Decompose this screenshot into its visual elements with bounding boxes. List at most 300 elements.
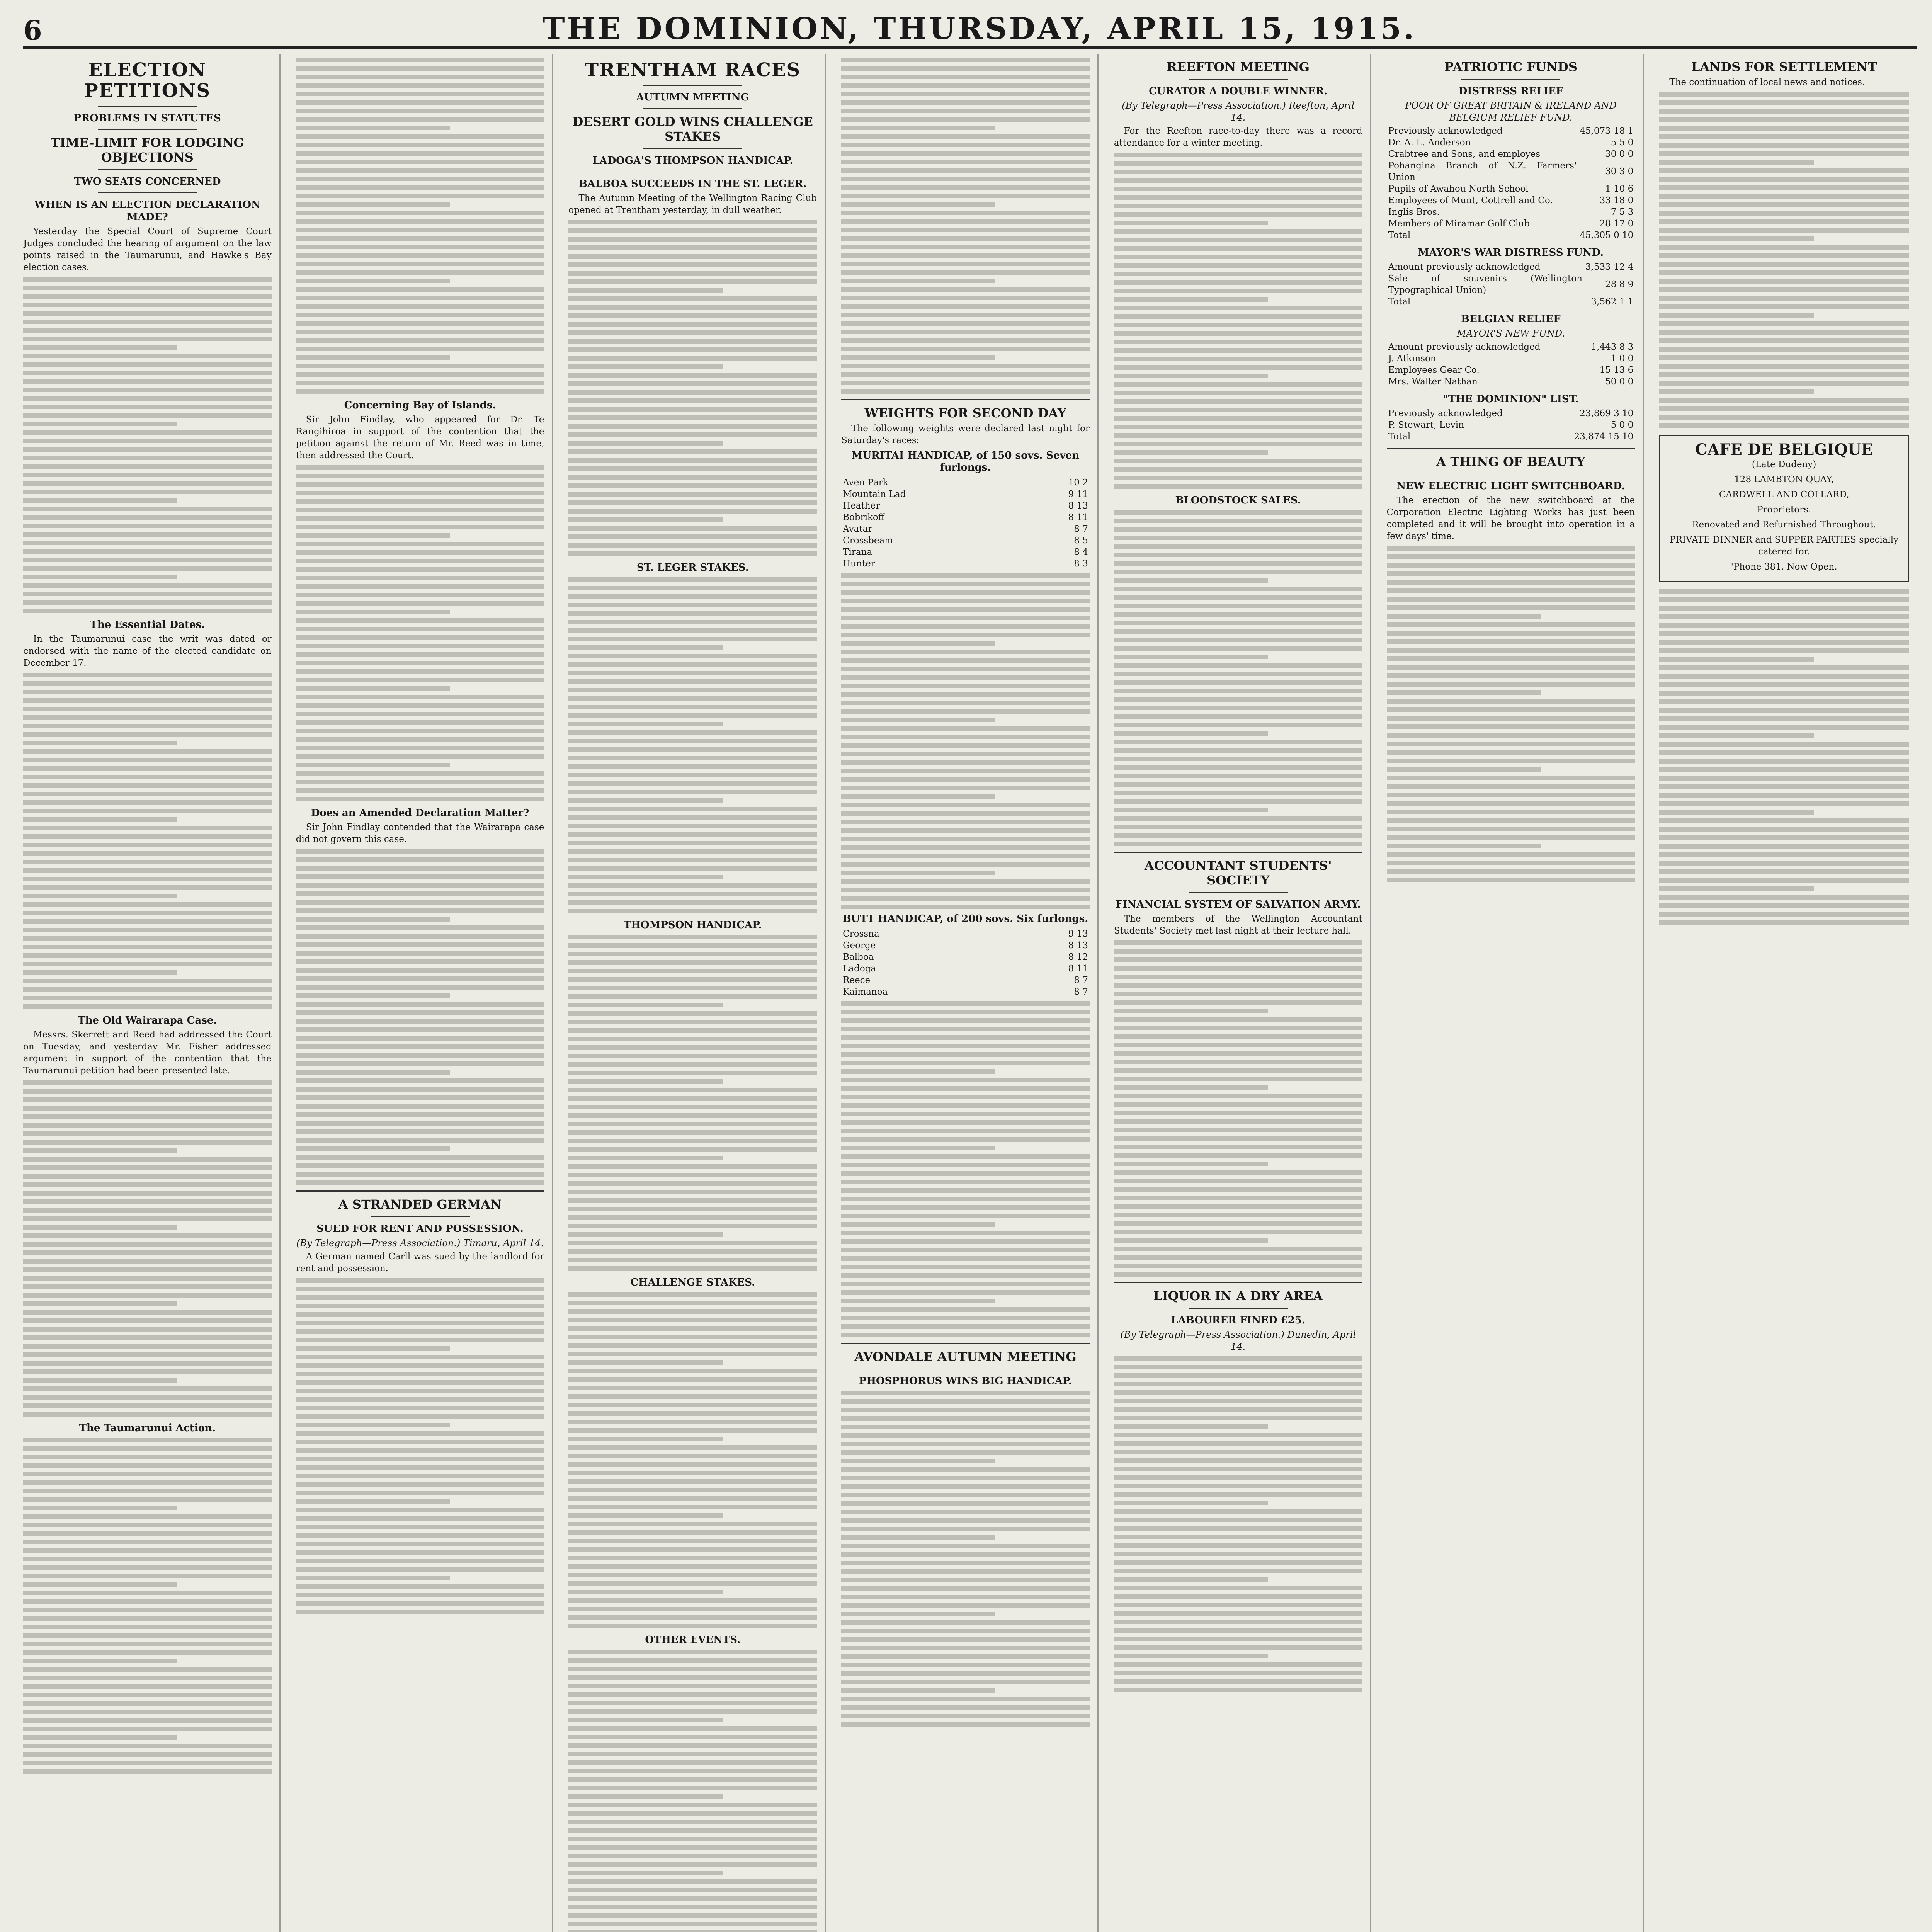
text-line-placeholder [296,66,544,71]
text-line-placeholder [1659,589,1909,594]
text-line-placeholder [1659,640,1909,645]
text-line-placeholder [568,313,817,318]
divider [371,1216,470,1217]
weight-row [841,523,1090,535]
text-line-placeholder [296,678,544,682]
text-line-placeholder [568,628,817,633]
text-line-placeholder [1387,767,1541,772]
text-line-placeholder [841,735,1090,739]
text-line-placeholder [296,1474,544,1478]
text-line-placeholder [1114,527,1362,532]
text-line-placeholder [1114,476,1362,480]
text-line-placeholder [1659,776,1909,781]
text-line-placeholder [1114,949,1362,954]
text-line-placeholder [23,809,272,813]
text-line-placeholder [1114,757,1362,761]
weight-row-value: 8 7 [1074,987,1088,997]
divider [1189,79,1288,80]
text-line-placeholder [1114,246,1362,251]
divider [841,399,1090,400]
headline-stranded-german: A STRANDED GERMAN [338,1197,502,1212]
text-line-placeholder [568,364,722,369]
fund-row-label: Previously acknowledged [1388,408,1503,418]
text-line-placeholder [296,92,544,96]
text-line-placeholder [1114,348,1362,353]
text-line-placeholder [568,1675,817,1680]
subhead-fined: LABOURER FINED £25. [1171,1315,1305,1326]
text-line-placeholder [23,320,272,324]
text-line-placeholder [841,1688,995,1693]
text-line-placeholder [568,824,817,828]
text-line-placeholder [568,909,817,913]
fund-row-label: J. Atkinson [1388,354,1436,364]
text-line-placeholder [1659,415,1909,420]
text-line-placeholder [296,951,544,956]
text-line-placeholder [1387,844,1541,848]
article-paragraph: Sir John Findlay, who appeared for Dr. Te Rangihiroa in support of the contention that the petition against the return of Mr. Reed was in time, then addressed the Court. [296,415,544,461]
text-line-placeholder [296,1610,544,1614]
text-line-placeholder [841,1391,1090,1395]
text-line-placeholder [568,1479,817,1484]
text-line-placeholder [1114,1034,1362,1039]
text-filler [1387,546,1635,882]
text-line-placeholder [841,1663,1090,1667]
text-line-placeholder [1114,1535,1362,1539]
text-line-placeholder [568,517,722,522]
weight-row [841,975,1090,986]
text-filler [1659,589,1909,925]
text-line-placeholder [296,797,544,801]
text-line-placeholder [841,1535,995,1540]
text-line-placeholder [568,1658,817,1663]
text-line-placeholder [23,1250,272,1255]
text-line-placeholder [296,1295,544,1300]
text-line-placeholder [568,986,817,990]
text-line-placeholder [1114,1586,1362,1590]
text-line-placeholder [1114,331,1362,336]
text-line-placeholder [568,347,817,352]
column-2 [296,54,553,1932]
text-line-placeholder [23,1744,272,1748]
advert-line: (Late Dudeny) [1752,459,1816,469]
text-line-placeholder [296,134,544,139]
text-line-placeholder [568,832,817,837]
text-line-placeholder [23,902,272,907]
text-line-placeholder [568,1667,817,1671]
text-line-placeholder [1659,168,1909,173]
text-line-placeholder [568,1590,722,1594]
text-line-placeholder [296,1440,544,1444]
text-line-placeholder [1114,1238,1268,1243]
text-line-placeholder [23,396,272,401]
text-line-placeholder [296,550,544,555]
text-line-placeholder [23,766,272,771]
text-line-placeholder [1659,674,1909,679]
text-line-placeholder [1387,580,1635,585]
text-line-placeholder [296,109,544,113]
text-line-placeholder [568,1615,817,1620]
text-line-placeholder [296,474,544,478]
text-line-placeholder [1387,682,1635,687]
text-line-placeholder [23,707,272,711]
text-line-placeholder [23,1574,272,1578]
text-line-placeholder [1114,638,1362,642]
text-line-placeholder [296,1414,544,1419]
text-line-placeholder [568,1258,817,1262]
text-line-placeholder [841,1044,1090,1048]
fund-row-value: 45,305 0 10 [1580,230,1634,240]
text-line-placeholder [23,1761,272,1765]
text-line-placeholder [1387,776,1635,780]
text-line-placeholder [841,862,1090,867]
text-line-placeholder [568,620,817,624]
text-line-placeholder [1659,211,1909,216]
text-line-placeholder [296,1138,544,1143]
text-line-placeholder [296,1287,544,1291]
text-line-placeholder [1114,1662,1362,1667]
text-line-placeholder [841,1476,1090,1480]
text-line-placeholder [841,313,1090,317]
text-line-placeholder [1659,801,1909,806]
text-line-placeholder [1114,1390,1362,1395]
text-line-placeholder [296,1457,544,1461]
text-line-placeholder [841,1459,995,1463]
text-line-placeholder [841,262,1090,266]
text-line-placeholder [23,1233,272,1238]
fund-row-value: 23,869 3 10 [1580,408,1634,418]
text-line-placeholder [23,758,272,762]
text-line-placeholder [23,1625,272,1629]
text-line-placeholder [1659,126,1909,131]
text-line-placeholder [841,1671,1090,1676]
text-line-placeholder [1659,810,1814,815]
text-line-placeholder [1114,1518,1362,1522]
section-heading: ST. LEGER STAKES. [636,562,749,573]
text-line-placeholder [1114,612,1362,617]
text-line-placeholder [1114,416,1362,421]
text-line-placeholder [23,600,272,605]
text-line-placeholder [841,338,1090,343]
text-line-placeholder [1114,595,1362,600]
weight-row-value: 8 7 [1074,524,1088,534]
text-line-placeholder [23,1718,272,1723]
text-line-placeholder [568,994,817,999]
fund-row-label: Employees of Munt, Cottrell and Co. [1388,196,1553,206]
text-line-placeholder [1114,1526,1362,1531]
fund-row-value: 1 0 0 [1611,354,1634,364]
text-line-placeholder [568,432,817,437]
text-line-placeholder [1114,1017,1362,1022]
text-line-placeholder [23,1216,272,1221]
fund-row [1387,376,1635,388]
text-line-placeholder [841,1290,1090,1295]
text-line-placeholder [1659,134,1909,139]
text-line-placeholder [296,1397,544,1402]
text-line-placeholder [568,1122,817,1126]
weight-row-value: 8 13 [1068,501,1088,511]
text-line-placeholder [841,709,1090,714]
weight-row-label: George [843,940,876,951]
text-line-placeholder [568,1811,817,1816]
text-line-placeholder [568,713,817,718]
advert-line: CARDWELL AND COLLARD, [1719,490,1849,500]
text-line-placeholder [841,364,1090,368]
fund-row [1387,364,1635,376]
subhead-new-fund: MAYOR'S NEW FUND. [1456,328,1565,339]
text-filler [568,935,817,1271]
text-line-placeholder [1659,160,1814,165]
text-line-placeholder [23,1344,272,1349]
text-line-placeholder [23,1701,272,1706]
text-line-placeholder [568,1488,817,1492]
text-line-placeholder [568,1752,817,1756]
text-line-placeholder [568,1301,817,1305]
text-line-placeholder [1387,835,1635,840]
text-line-placeholder [841,845,1090,850]
fund-row-label: Employees Gear Co. [1388,365,1480,375]
text-line-placeholder [1659,861,1909,866]
text-line-placeholder [841,811,1090,816]
text-line-placeholder [568,1088,817,1092]
text-line-placeholder [1114,1043,1362,1047]
text-line-placeholder [23,800,272,805]
text-line-placeholder [23,1259,272,1264]
text-line-placeholder [568,1232,722,1237]
text-line-placeholder [568,866,817,871]
text-line-placeholder [1114,1569,1362,1573]
text-line-placeholder [296,1550,544,1555]
text-line-placeholder [296,58,544,62]
text-line-placeholder [23,524,272,528]
text-line-placeholder [568,1428,817,1433]
text-line-placeholder [23,354,272,358]
text-line-placeholder [1659,912,1909,917]
weight-row-label: Crossbeam [843,536,893,546]
text-line-placeholder [23,464,272,469]
text-line-placeholder [841,194,1090,198]
text-line-placeholder [1387,665,1635,670]
text-line-placeholder [568,977,817,982]
text-line-placeholder [23,732,272,737]
text-line-placeholder [568,1045,817,1050]
weight-row-label: Bobrikoff [843,512,885,522]
subhead-dominion-list: "THE DOMINION" LIST. [1443,393,1579,405]
text-line-placeholder [23,286,272,290]
text-line-placeholder [1114,570,1362,574]
text-line-placeholder [568,730,817,735]
text-line-placeholder [841,1171,1090,1176]
subhead-salvation-army: FINANCIAL SYSTEM OF SALVATION ARMY. [1115,899,1361,910]
text-line-placeholder [841,1222,995,1227]
text-line-placeholder [1659,606,1909,611]
text-line-placeholder [23,1369,272,1374]
subhead-sued: SUED FOR RENT AND POSSESSION. [316,1223,524,1235]
text-line-placeholder [568,458,817,463]
text-line-placeholder [841,1180,1090,1184]
text-line-placeholder [1387,563,1635,568]
text-line-placeholder [1114,1611,1362,1616]
text-line-placeholder [841,590,1090,595]
text-line-placeholder [568,1896,817,1901]
text-line-placeholder [1659,648,1909,653]
text-line-placeholder [23,1318,272,1323]
text-line-placeholder [568,1735,817,1739]
text-line-placeholder [568,1539,817,1543]
text-line-placeholder [23,371,272,375]
column-7 [1659,54,1917,1932]
text-line-placeholder [1114,1356,1362,1361]
text-line-placeholder [23,1361,272,1366]
text-line-placeholder [1659,699,1909,704]
text-line-placeholder [296,942,544,947]
text-line-placeholder [23,1455,272,1459]
text-line-placeholder [1659,708,1909,713]
text-line-placeholder [23,549,272,554]
text-line-placeholder [296,465,544,470]
text-line-placeholder [23,783,272,788]
text-line-placeholder [568,254,817,259]
text-line-placeholder [23,1225,177,1230]
text-line-placeholder [841,1493,1090,1497]
text-line-placeholder [296,652,544,657]
text-line-placeholder [841,100,1090,105]
subhead-distress-relief: DISTRESS RELIEF [1458,85,1563,97]
text-line-placeholder [568,1198,817,1203]
text-line-placeholder [296,1559,544,1563]
headline-reefton: REEFTON MEETING [1167,60,1310,74]
text-line-placeholder [841,820,1090,824]
text-line-placeholder [296,1078,544,1083]
text-line-placeholder [23,1633,272,1638]
text-line-placeholder [1387,639,1635,644]
divider [1114,852,1362,853]
text-line-placeholder [296,737,544,742]
text-line-placeholder [568,237,817,242]
column-3 [568,54,826,1932]
weight-row [841,535,1090,546]
text-line-placeholder [841,1205,1090,1210]
text-line-placeholder [568,722,722,726]
text-line-placeholder [841,1603,1090,1608]
text-line-placeholder [296,296,544,300]
text-line-placeholder [296,1121,544,1126]
divider [1387,448,1635,449]
text-line-placeholder [23,715,272,720]
text-line-placeholder [568,849,817,854]
text-line-placeholder [841,641,995,646]
text-line-placeholder [23,1199,272,1204]
text-line-placeholder [296,763,450,767]
funds-table-1 [1387,125,1635,241]
text-line-placeholder [841,1450,1090,1455]
text-line-placeholder [23,1616,272,1621]
text-line-placeholder [23,1165,272,1170]
text-line-placeholder [841,1299,995,1303]
text-line-placeholder [1659,389,1814,394]
text-line-placeholder [841,1078,1090,1082]
text-line-placeholder [1659,716,1909,721]
text-line-placeholder [568,815,817,820]
weight-row-value: 8 3 [1074,559,1088,569]
text-line-placeholder [296,1087,544,1092]
text-line-placeholder [568,381,817,386]
text-line-placeholder [568,500,817,505]
text-line-placeholder [1114,442,1362,446]
text-line-placeholder [296,934,544,939]
section-heading: The Essential Dates. [90,619,205,631]
text-line-placeholder [568,1130,817,1135]
headline-avondale: AVONDALE AUTUMN MEETING [854,1349,1077,1364]
text-line-placeholder [568,1386,817,1390]
text-line-placeholder [23,1208,272,1213]
text-line-placeholder [568,1828,817,1833]
text-line-placeholder [1114,357,1362,361]
text-line-placeholder [1114,374,1268,378]
text-line-placeholder [1387,733,1635,738]
text-line-placeholder [1114,544,1362,549]
text-line-placeholder [1114,1272,1362,1277]
text-line-placeholder [23,987,272,992]
text-line-placeholder [1387,793,1635,797]
text-line-placeholder [568,398,817,403]
weight-row [841,558,1090,570]
text-filler [23,1080,272,1417]
text-line-placeholder [1114,975,1362,979]
article-paragraph: Sir John Findlay contended that the Wairarapa case did not govern this case. [296,822,544,844]
text-line-placeholder [568,1454,817,1458]
text-line-placeholder [841,905,1090,909]
text-line-placeholder [23,439,272,443]
weight-row-label: Avatar [843,524,872,534]
text-line-placeholder [568,1624,817,1628]
text-line-placeholder [568,790,817,794]
text-line-placeholder [23,1463,272,1468]
text-line-placeholder [568,1249,817,1254]
text-line-placeholder [568,475,817,480]
text-line-placeholder [296,644,544,648]
text-line-placeholder [568,969,817,973]
text-line-placeholder [1114,536,1362,540]
fund-row-label: Mrs. Walter Nathan [1388,377,1478,387]
text-line-placeholder [568,1845,817,1850]
text-line-placeholder [23,430,272,435]
text-line-placeholder [841,1018,1090,1023]
text-line-placeholder [1114,297,1268,302]
text-line-placeholder [841,168,1090,173]
text-line-placeholder [1114,587,1362,591]
text-line-placeholder [568,807,817,811]
text-line-placeholder [296,1406,544,1410]
section-heading: BLOODSTOCK SALES. [1175,495,1301,506]
text-line-placeholder [1387,597,1635,602]
text-line-placeholder [296,925,544,930]
text-line-placeholder [296,900,544,905]
text-line-placeholder [841,134,1090,139]
text-line-placeholder [296,338,544,343]
text-line-placeholder [841,616,1090,620]
headline-election-petitions: ELECTION PETITIONS [84,59,211,102]
text-line-placeholder [296,635,544,640]
text-line-placeholder [23,1540,272,1544]
text-line-placeholder [568,654,817,658]
text-line-placeholder [1114,1170,1362,1175]
text-line-placeholder [23,792,272,796]
section-heading: Does an Amended Declaration Matter? [311,807,529,819]
text-line-placeholder [1659,423,1909,428]
text-line-placeholder [1659,682,1909,687]
text-line-placeholder [841,1256,1090,1261]
text-line-placeholder [23,294,272,299]
